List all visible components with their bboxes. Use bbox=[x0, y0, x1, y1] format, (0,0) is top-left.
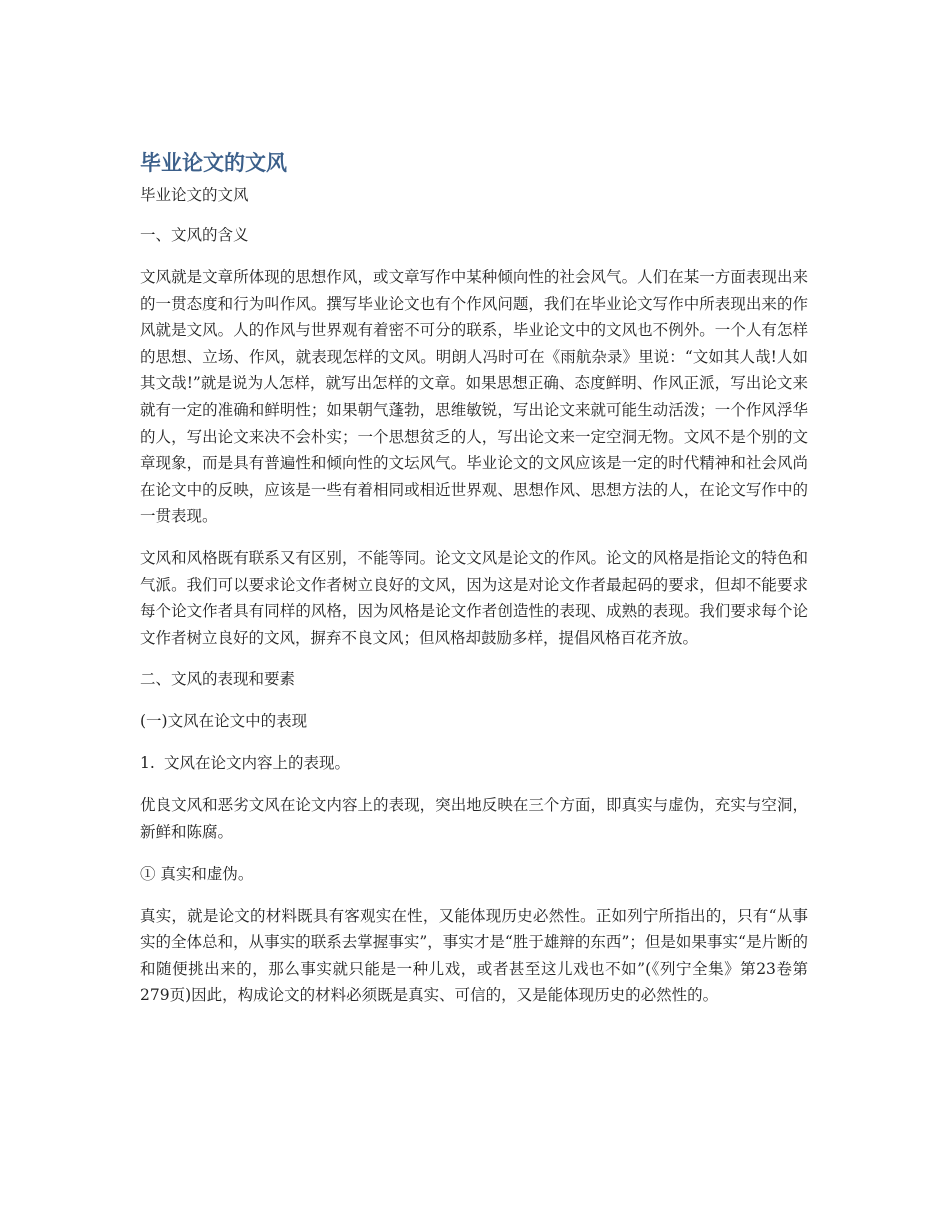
paragraph-3: 优良文风和恶劣文风在论文内容上的表现，突出地反映在三个方面，即真实与虚伪，充实与空洞，新鲜和陈腐。 bbox=[140, 796, 808, 841]
document-subtitle: 毕业论文的文风 bbox=[140, 186, 249, 204]
list-marker: 1. bbox=[140, 754, 155, 773]
list-item-text: 文风在论文内容上的表现。 bbox=[164, 754, 351, 773]
paragraph-4: 真实，就是论文的材料既具有客观实在性，又能体现历史必然性。正如列宁所指出的，只有“从事实的全体总和，从事实的联系去掌握事实”，事实才是“胜于雄辩的东西”；但是如果事实“是片断的和随便挑出来的，那么事实就只能是一种儿戏，或者甚至这儿戏也不如”(《列宁全集》第23卷第279页)因此，构成论文的材料必须既是真实、可信的，又是能体现历史的必然性的。 bbox=[140, 906, 808, 1005]
paragraph-1: 文风就是文章所体现的思想作风，或文章写作中某种倾向性的社会风气。人们在某一方面表现出来的一贯态度和行为叫作风。撰写毕业论文也有个作风问题，我们在毕业论文写作中所表现出来的作风就是文风。人的作风与世界观有着密不可分的联系，毕业论文中的文风也不例外。一个人有怎样的思想、立场、作风，就表现怎样的文风。明朗人冯时可在《雨航杂录》里说：“文如其人哉!人如其文哉!”就是说为人怎样，就写出怎样的文章。如果思想正确、态度鲜明、作风正派，写出论文来就有一定的准确和鲜明性；如果朝气蓬勃，思维敏锐，写出论文来就可能生动活泼；一个作风浮华的人，写出论文来决不会朴实；一个思想贫乏的人，写出论文来一定空洞无物。文风不是个别的文章现象，而是具有普遍性和倾向性的文坛风气。毕业论文的文风应该是一定的时代精神和社会风尚在论文中的反映，应该是一些有着相同或相近世界观、思想作风、思想方法的人，在论文写作中的一贯表现。 bbox=[140, 268, 808, 526]
section-heading-1: 一、文风的含义 bbox=[140, 226, 249, 244]
section-heading-2: 二、文风的表现和要素 bbox=[140, 670, 296, 689]
subsection-heading-1: (一)文风在论文中的表现 bbox=[140, 712, 308, 731]
paragraph-2: 文风和风格既有联系又有区别，不能等同。论文文风是论文的作风。论文的风格是指论文的特色和气派。我们可以要求论文作者树立良好的文风，因为这是对论文作者最起码的要求，但却不能要求每个论文作者具有同样的风格，因为风格是论文作者创造性的表现、成熟的表现。我们要求每个论文作者树立良好的文风，摒弃不良文风；但风格却鼓励多样，提倡风格百花齐放。 bbox=[140, 548, 808, 647]
document-title: 毕业论文的文风 bbox=[140, 151, 287, 175]
list-item-1 bbox=[140, 750, 808, 776]
point-heading-1: ① 真实和虚伪。 bbox=[140, 864, 254, 883]
document-page bbox=[140, 148, 808, 1024]
